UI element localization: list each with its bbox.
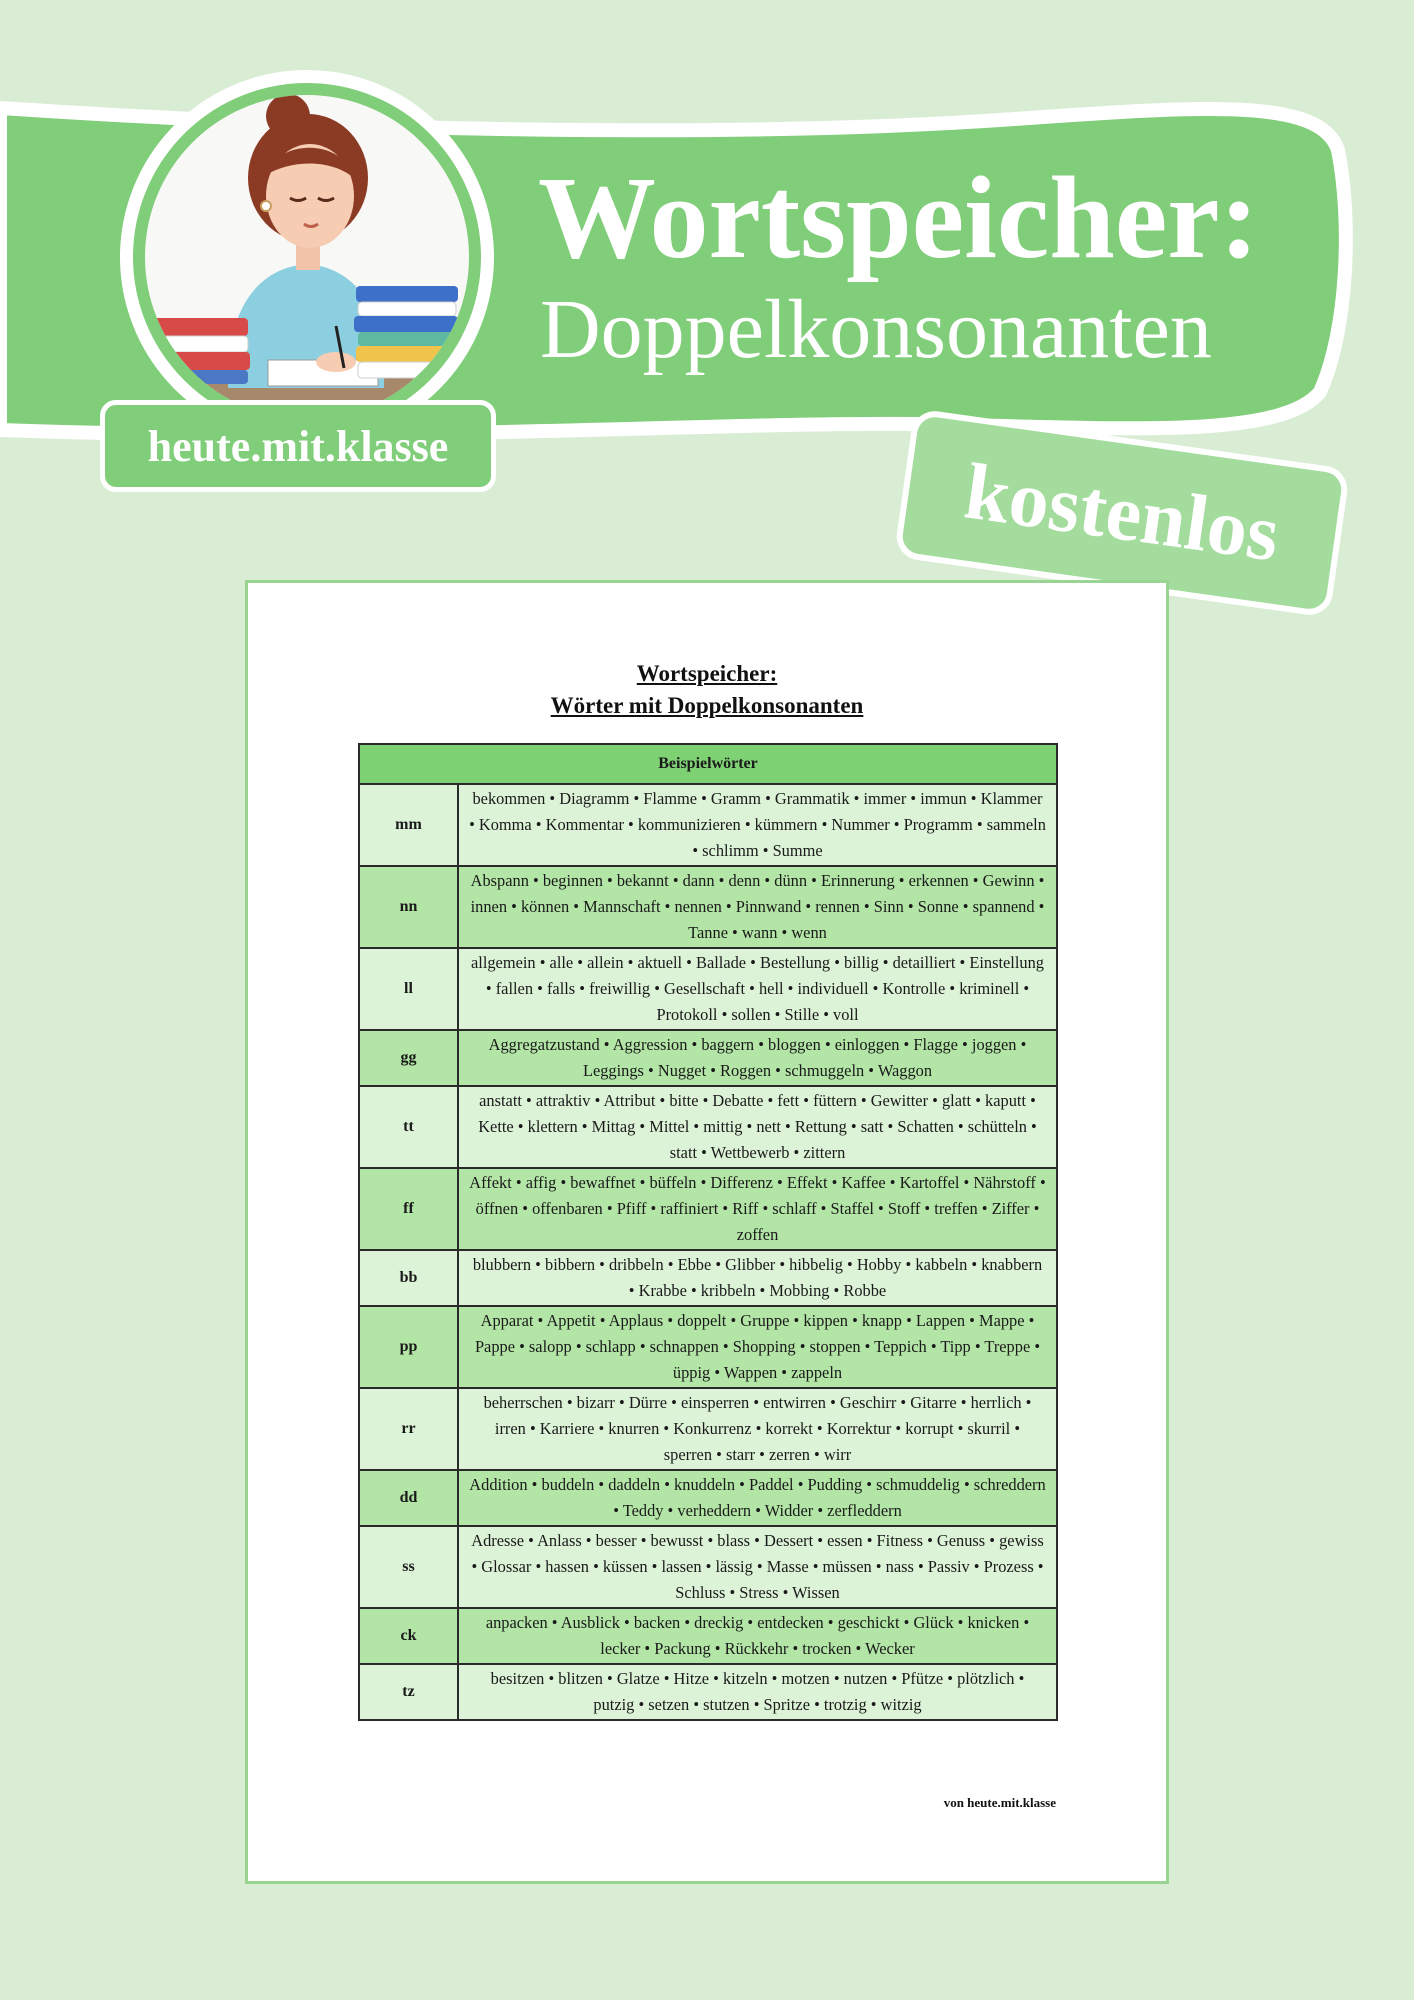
- table-row: [359, 1388, 1057, 1470]
- document-subtitle: Wörter mit Doppelkonsonanten: [550, 693, 864, 718]
- row-key: rr: [359, 1388, 458, 1470]
- row-key: ff: [359, 1168, 458, 1250]
- row-key: ll: [359, 948, 458, 1030]
- table-row: [359, 948, 1057, 1030]
- row-key: pp: [359, 1306, 458, 1388]
- table-row: [359, 1470, 1057, 1526]
- row-words: Apparat • Appetit • Applaus • doppelt • Gruppe • kippen • knapp • Lappen • Mappe • Pappe • salopp • schlapp • schnappen • Shopping • stoppen • Teppich • Tipp • Treppe • üppig • Wappen • zappeln: [458, 1306, 1057, 1388]
- row-key: ss: [359, 1526, 458, 1608]
- table-row: [359, 784, 1057, 866]
- row-words: Addition • buddeln • daddeln • knuddeln • Paddel • Pudding • schmuddelig • schreddern • Teddy • verheddern • Widder • zerfleddern: [458, 1470, 1057, 1526]
- table-row: [359, 1306, 1057, 1388]
- table-row: [359, 1526, 1057, 1608]
- row-words: allgemein • alle • allein • aktuell • Ballade • Bestellung • billig • detailliert • Einstellung • fallen • falls • freiwillig • Gesellschaft • hell • individuell • Kontrolle • kriminell • Protokoll • sollen • Stille • voll: [458, 948, 1057, 1030]
- table-row: [359, 1250, 1057, 1306]
- brand-badge: [100, 400, 496, 492]
- row-words: beherrschen • bizarr • Dürre • einsperren • entwirren • Geschirr • Gitarre • herrlich • irren • Karriere • knurren • Konkurrenz • korrekt • Korrektur • korrupt • skurril • sperren • starr • zerren • wirr: [458, 1388, 1057, 1470]
- teacher-avatar: [118, 68, 496, 446]
- row-key: tz: [359, 1664, 458, 1720]
- word-table: [358, 743, 1058, 1721]
- table-row: [359, 1664, 1057, 1720]
- table-row: [359, 866, 1057, 948]
- row-key: gg: [359, 1030, 458, 1086]
- table-row: [359, 1086, 1057, 1168]
- table-row: [359, 1608, 1057, 1664]
- worksheet-preview: [245, 580, 1169, 1884]
- row-key: mm: [359, 784, 458, 866]
- row-words: besitzen • blitzen • Glatze • Hitze • kitzeln • motzen • nutzen • Pfütze • plötzlich • putzig • setzen • stutzen • Spritze • trotzig • witzig: [458, 1664, 1057, 1720]
- row-words: anstatt • attraktiv • Attribut • bitte • Debatte • fett • füttern • Gewitter • glatt • kaputt • Kette • klettern • Mittag • Mittel • mittig • nett • Rettung • satt • Schatten • schütteln • statt • Wettbewerb • zittern: [458, 1086, 1057, 1168]
- row-words: Aggregatzustand • Aggression • baggern • bloggen • einloggen • Flagge • joggen • Leggings • Nugget • Roggen • schmuggeln • Waggon: [458, 1030, 1057, 1086]
- brand-label: heute.mit.klasse: [147, 421, 449, 471]
- row-words: blubbern • bibbern • dribbeln • Ebbe • Glibber • hibbelig • Hobby • kabbeln • knabbern • Krabbe • kribbeln • Mobbing • Robbe: [458, 1250, 1057, 1306]
- table-row: [359, 1030, 1057, 1086]
- row-key: dd: [359, 1470, 458, 1526]
- banner-subtitle: Doppelkonsonanten: [540, 283, 1212, 376]
- row-words: Abspann • beginnen • bekannt • dann • denn • dünn • Erinnerung • erkennen • Gewinn • innen • können • Mannschaft • nennen • Pinnwand • rennen • Sinn • Sonne • spannend • Tanne • wann • wenn: [458, 866, 1057, 948]
- document-title: Wortspeicher:: [636, 661, 778, 686]
- row-words: Affekt • affig • bewaffnet • büffeln • Differenz • Effekt • Kaffee • Kartoffel • Nährstoff • öffnen • offenbaren • Pfiff • raffiniert • Riff • schlaff • Staffel • Stoff • treffen • Ziffer • zoffen: [458, 1168, 1057, 1250]
- table-header: Beispielwörter: [359, 744, 1057, 784]
- row-key: bb: [359, 1250, 458, 1306]
- row-key: tt: [359, 1086, 458, 1168]
- banner-title: Wortspeicher:: [538, 152, 1259, 283]
- table-row: [359, 1168, 1057, 1250]
- row-words: anpacken • Ausblick • backen • dreckig • entdecken • geschickt • Glück • knicken • lecker • Packung • Rückkehr • trocken • Wecker: [458, 1608, 1057, 1664]
- row-key: ck: [359, 1608, 458, 1664]
- free-badge-label: kostenlos: [959, 446, 1285, 579]
- row-key: nn: [359, 866, 458, 948]
- row-words: bekommen • Diagramm • Flamme • Gramm • Grammatik • immer • immun • Klammer • Komma • Kommentar • kommunizieren • kümmern • Nummer • Programm • sammeln • schlimm • Summe: [458, 784, 1057, 866]
- row-words: Adresse • Anlass • besser • bewusst • blass • Dessert • essen • Fitness • Genuss • gewiss • Glossar • hassen • küssen • lassen • lässig • Masse • müssen • nass • Passiv • Prozess • Schluss • Stress • Wissen: [458, 1526, 1057, 1608]
- credit-line: von heute.mit.klasse: [943, 1795, 1056, 1810]
